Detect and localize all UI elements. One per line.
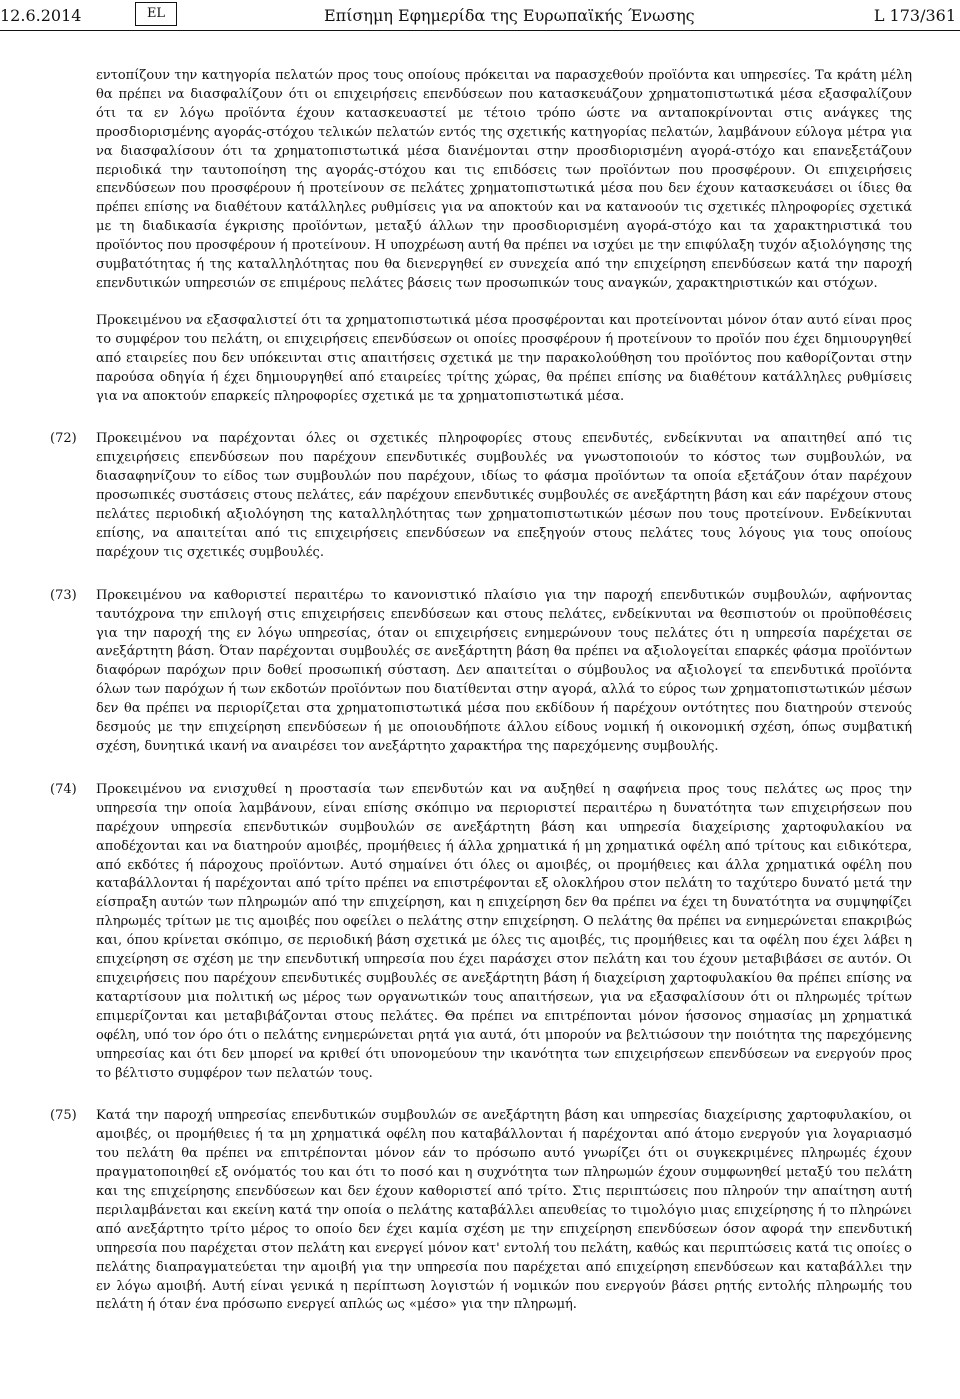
journal-title: Επίσημη Εφημερίδα της Ευρωπαϊκής Ένωσης: [324, 6, 695, 25]
paragraph-text: Προκειμένου να παρέχονται όλες οι σχετικές πληροφορίες στους επενδυτές, ενδείκνυται να απαιτηθεί από τις επιχειρήσεις επενδύσεων που παρέχουν επενδυτικές συμβουλές να γνωστοποιούν το κόστος των συμβουλών, να διασαφηνίζουν το είδος των συμβουλών που παρέχουν, ιδίως το φάσμα προϊόντων τα οποία εξετάζουν όταν παρέχουν προσωπικές συστάσεις στους πελάτες, εάν παρέχουν επενδυτικές συμβουλές σε ανεξάρτητη βάση και εάν παρέχουν στους πελάτες περιοδική αξιολόγηση της καταλληλότητας των χρηματοπιστωτικών μέσων που τους προτείνουν. Ενδείκνυται επίσης, να απαιτείται από τις επιχειρήσεις επενδύσεων να επεξηγούν στους πελάτες τους λόγους για τους οποίους παρέχουν τις σχετικές συμβουλές.: [96, 431, 912, 560]
header-divider: [0, 30, 960, 31]
page-reference: L 173/361: [873, 6, 956, 25]
recital-number: (73): [50, 587, 77, 603]
recital-74: [50, 781, 912, 1084]
document-body: [0, 67, 960, 1315]
publication-date: 12.6.2014: [0, 6, 82, 25]
recital-75: [50, 1107, 912, 1315]
paragraph-text: Προκειμένου να καθοριστεί περαιτέρω το κανονιστικό πλαίσιο για την παροχή επενδυτικών συμβουλών, αφήνοντας ταυτόχρονα την επιλογή στις επιχειρήσεις επενδύσεων και στους πελάτες, ενδείκνυται να θεσπιστούν οι προϋποθέσεις για την παροχή της εν λόγω υπηρεσίας, όταν οι επιχειρήσεις ενημερώνουν τους πελάτες ότι η υπηρεσία παρέχεται σε ανεξάρτητη βάση. Όταν παρέχονται συμβουλές σε ανεξάρτητη βάση θα πρέπει να αξιολογείται επαρκές φάσμα προϊόντων διαφόρων παρόχων πριν δοθεί προσωπική σύσταση. Δεν απαιτείται ο σύμβουλος να αξιολογεί τα επενδυτικά προϊόντα όλων των παρόχων ή των εκδοτών προϊόντων που διατίθενται στην αγορά, αλλά το εύρος των χρηματοπιστωτικών μέσων δεν θα πρέπει να περιορίζεται στα χρηματοπιστωτικά μέσα που εκδίδουν ή παρέχουν οντότητες που διατηρούν στενούς δεσμούς με την επιχείρηση επενδύσεων ή με οποιουδήποτε άλλου είδους νομική ή οικονομική σχέση, όπως συμβατική σχέση, δυνητικά ικανή να αναιρέσει τον ανεξάρτητο χαρακτήρα της παρεχόμενης συμβουλής.: [96, 587, 912, 754]
recital-number: (74): [50, 781, 77, 797]
recital-number: (72): [50, 431, 77, 447]
recital-number: (75): [50, 1108, 77, 1124]
paragraph-text: Προκειμένου να εξασφαλιστεί ότι τα χρηματοπιστωτικά μέσα προσφέρονται και προτείνονται μόνον όταν αυτό είναι προς το συμφέρον του πελάτη, οι επιχειρήσεις επενδύσεων οι οποίες προσφέρουν ή προτείνουν το προϊόν που έχει δημιουργηθεί από εταιρείες που δεν υπόκεινται στις απαιτήσεις σχετικά με την παρακολούθηση του προϊόντος που καθορίζονται στην παρούσα οδηγία ή έχει δημιουργηθεί από εταιρείες τρίτης χώρας, θα πρέπει επίσης να διαθέτουν κατάλληλες ρυθμίσεις για να αποκτούν επαρκείς πληροφορίες σχετικά με τα χρηματοπιστωτικά μέσα.: [96, 312, 912, 404]
recital-72: [50, 430, 912, 562]
paragraph-text: εντοπίζουν την κατηγορία πελατών προς τους οποίους πρόκειται να παρασχεθούν προϊόντα και υπηρεσίες. Τα κράτη μέλη θα πρέπει να διασφαλίζουν ότι οι επιχειρήσεις επενδύσεων που κατασκευάζουν χρηματοπιστωτικά μέσα εξασφαλίζουν ότι τα εν λόγω προϊόντα έχουν κατασκευαστεί με τέτοιο τρόπο ώστε να ανταποκρίνονται στις ανάγκες της προσδιορισμένης αγοράς-στόχου τελικών πελατών εντός της σχετικής κατηγορίας πελατών, λαμβάνουν εύλογα μέτρα για να διασφαλίσουν ότι τα χρηματοπιστωτικά μέσα διανέμονται στην προσδιορισμένη αγορά-στόχο και επανεξετάζουν περιοδικά την ταυτοποίηση της αγοράς-στόχου και τις επιδόσεις των προϊόντων που προσφέρουν. Οι επιχειρήσεις επενδύσεων που προσφέρουν ή προτείνουν σε πελάτες χρηματοπιστωτικά μέσα που δεν έχουν κατασκευάσει οι ίδιες θα πρέπει επίσης να διαθέτουν κατάλληλες ρυθμίσεις για να αποκτούν και να κατανοούν τις σχετικές πληροφορίες σχετικά με τη διαδικασία έγκρισης προϊόντων, μεταξύ άλλων την προσδιορισμένη αγορά-στόχο και τα χαρακτηριστικά του προϊόντος που προσφέρουν ή προτείνουν. Η υποχρέωση αυτή θα πρέπει να ισχύει με την επιφύλαξη τυχόν αξιολόγησης της συμβατότητας ή της καταλληλότητας που θα διενεργηθεί εν συνεχεία από την επιχείρηση επενδύσεων κατά την παροχή επενδυτικών υπηρεσιών σε επιμέρους πελάτες βάσεις των προσωπικών τους αναγκών, χαρακτηριστικών και στόχων.: [96, 68, 912, 291]
language-badge: EL: [135, 2, 177, 26]
recital-73: [50, 587, 912, 757]
paragraph-text: Κατά την παροχή υπηρεσίας επενδυτικών συμβουλών σε ανεξάρτητη βάση και υπηρεσίας διαχείρισης χαρτοφυλακίου, οι αμοιβές, οι προμήθειες ή τα μη χρηματικά οφέλη που καταβάλλονται ή παρέχονται από άτομο ενεργούν για λογαριασμό του πελάτη θα πρέπει να επιτρέπονται μόνον εάν το πρόσωπο αυτό γνωρίζει ότι οι συγκεκριμένες πληρωμές έχουν πραγματοποιηθεί εξ ονόματός του και ότι το ποσό και η συχνότητα των πληρωμών έχουν συμφωνηθεί μεταξύ του πελάτη και της επιχείρησης επενδύσεων και δεν έχουν καθοριστεί από τρίτο. Στις περιπτώσεις που πληρούν την απαίτηση αυτή περιλαμβάνεται και εκείνη κατά την οποία ο πελάτης καταβάλλει απευθείας το τιμολόγιο μιας επιχείρησης ή το πληρώνει από ανεξάρτητο τρίτο μέρος το οποίο δεν έχει καμία σχέση με την επιχείρηση επενδύσεων όσον αφορά την επενδυτική υπηρεσία που παρέχεται στον πελάτη και ενεργεί μόνον κατ' εντολή του πελάτη, καθώς και περιπτώσεις κατά τις οποίες ο πελάτης διαπραγματεύεται την αμοιβή για την υπηρεσία που παρέχεται από επιχείρηση επενδύσεων και καταβάλλει την εν λόγω αμοιβή. Αυτή είναι γενικά η περίπτωση λογιστών ή νομικών που ενεργούν βάσει ρητής εντολής πληρωμής του πελάτη ή όταν ένα πρόσωπο ενεργεί απλώς ως «μέσο» για την πληρωμή.: [96, 1108, 912, 1313]
recital-continuation-2: [96, 312, 912, 407]
paragraph-text: Προκειμένου να ενισχυθεί η προστασία των επενδυτών και να αυξηθεί η σαφήνεια προς τους πελάτες ως προς την υπηρεσία την οποία λαμβάνουν, είναι επίσης σκόπιμο να περιοριστεί περαιτέρω η δυνατότητα των επιχειρήσεων που παρέχουν υπηρεσία επενδυτικών συμβουλών σε ανεξάρτητη βάση και υπηρεσία διαχείρισης χαρτοφυλακίου να αποδέχονται και να διατηρούν αμοιβές, προμήθειες ή άλλα χρηματικά ή μη χρηματικά οφέλη από τρίτους και ειδικότερα, από εκδότες ή πάροχους προϊόντων. Αυτό σημαίνει ότι όλες οι αμοιβές, οι προμήθειες και άλλα χρηματικά οφέλη που καταβάλλονται ή παρέχονται από τρίτο πρέπει να επιστρέφονται εξ ολοκλήρου στον πελάτη το ταχύτερο δυνατό μετά την είσπραξη αυτών των πληρωμών από την επιχείρηση, και η επιχείρηση δεν θα πρέπει να έχει τη δυνατότητα να συμψηφίζει πληρωμές τρίτων με τις αμοιβές που οφείλει ο πελάτης στην επιχείρηση. Ο πελάτης θα πρέπει να ενημερώνεται επακριβώς και, όπου κρίνεται σκόπιμο, σε περιοδική βάση σχετικά με όλες τις αμοιβές, τις προμήθειες και τα οφέλη που έχει λάβει η επιχείρηση σε σχέση με την επενδυτική υπηρεσία που έχει παράσχει στον πελάτη και του έχουν μεταβιβάσει σε αυτόν. Οι επιχειρήσεις που παρέχουν επενδυτικές συμβουλές σε ανεξάρτητη βάση ή διαχείριση χαρτοφυλακίου θα πρέπει επίσης να καταρτίσουν μια πολιτική ως μέρος των οργανωτικών τους απαιτήσεων, για να εξασφαλίσουν ότι οι πληρωμές τρίτων επιμερίζονται και μεταβιβάζονται στους πελάτες. Θα πρέπει να επιτρέπονται μόνον ήσσονος σημασίας μη χρηματικά οφέλη, υπό τον όρο ότι ο πελάτης ενημερώνεται ρητά για αυτά, ότι μπορούν να βελτιώσουν την ποιότητα της παρεχόμενης υπηρεσίας και ότι δεν μπορεί να κριθεί ότι υπονομεύουν την ικανότητα των επιχειρήσεων επενδύσεων να ενεργούν προς το βέλτιστο συμφέρον των πελατών τους.: [96, 781, 912, 1081]
page-header: [0, 0, 960, 40]
recital-continuation: [96, 67, 912, 294]
